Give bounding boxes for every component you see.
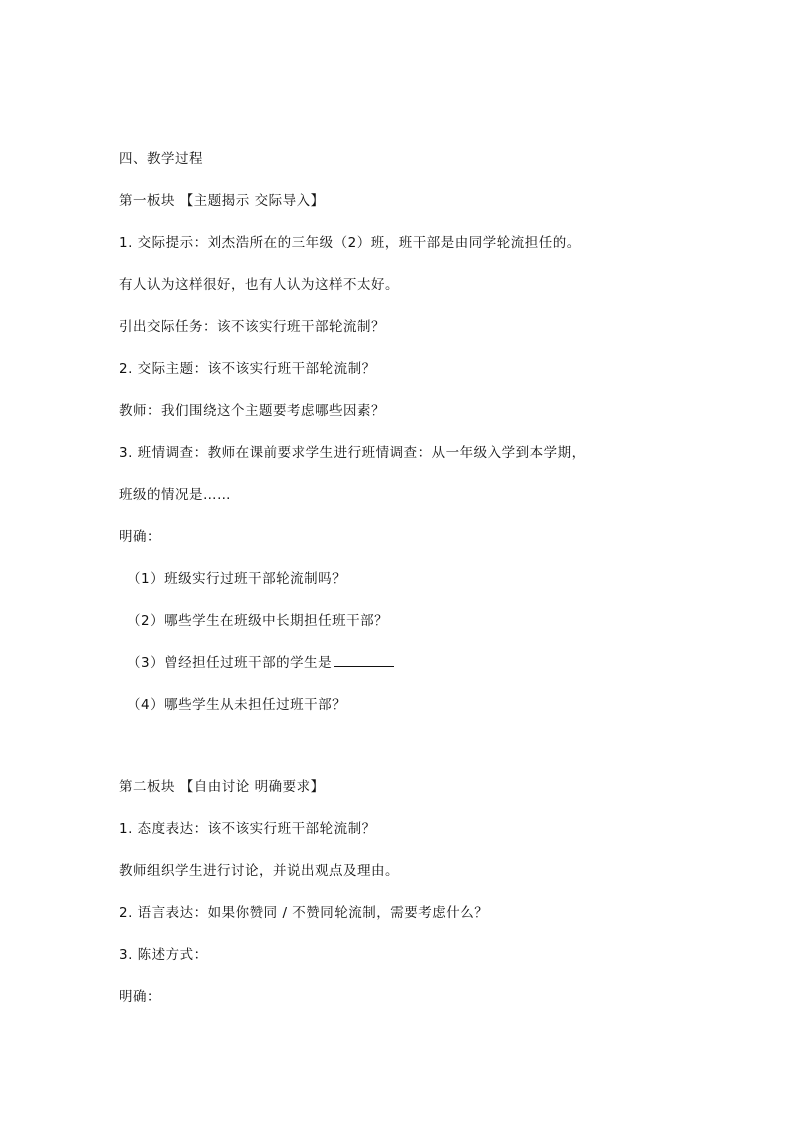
block1-paragraph-2: 有人认为这样很好，也有人认为这样不太好。: [119, 277, 399, 293]
block2-paragraph-1: 1. 态度表达：该不该实行班干部轮流制？: [119, 821, 376, 837]
list-item: （1）班级实行过班干部轮流制吗？: [127, 571, 347, 587]
list-item-text: （3）曾经担任过班干部的学生是: [127, 655, 333, 671]
block1-paragraph-8: 明确：: [119, 529, 161, 545]
block1-paragraph-6: 3. 班情调查：教师在课前要求学生进行班情调查：从一年级入学到本学期，: [119, 445, 586, 461]
block2-paragraph-4: 3. 陈述方式：: [119, 947, 208, 963]
block1-paragraph-4: 2. 交际主题：该不该实行班干部轮流制？: [119, 361, 376, 377]
block1-paragraph-5: 教师：我们围绕这个主题要考虑哪些因素？: [119, 403, 385, 419]
fill-in-blank: [334, 654, 394, 667]
list-item: （4）哪些学生从未担任过班干部？: [127, 697, 347, 713]
block1-paragraph-7: 班级的情况是……: [119, 487, 231, 503]
block2-heading: 第二板块 【自由讨论 明确要求】: [119, 779, 325, 795]
list-item: （2）哪些学生在班级中长期担任班干部？: [127, 613, 389, 629]
block1-paragraph-1: 1. 交际提示：刘杰浩所在的三年级（2）班，班干部是由同学轮流担任的。: [119, 235, 581, 251]
block2-paragraph-2: 教师组织学生进行讨论，并说出观点及理由。: [119, 863, 399, 879]
block1-heading: 第一板块 【主题揭示 交际导入】: [119, 193, 325, 209]
block2-paragraph-3: 2. 语言表达：如果你赞同 / 不赞同轮流制，需要考虑什么？: [119, 905, 489, 921]
list-item: [127, 654, 394, 672]
block1-paragraph-3: 引出交际任务：该不该实行班干部轮流制？: [119, 319, 385, 335]
block2-paragraph-5: 明确：: [119, 989, 161, 1005]
section-title: 四、教学过程: [119, 151, 203, 167]
